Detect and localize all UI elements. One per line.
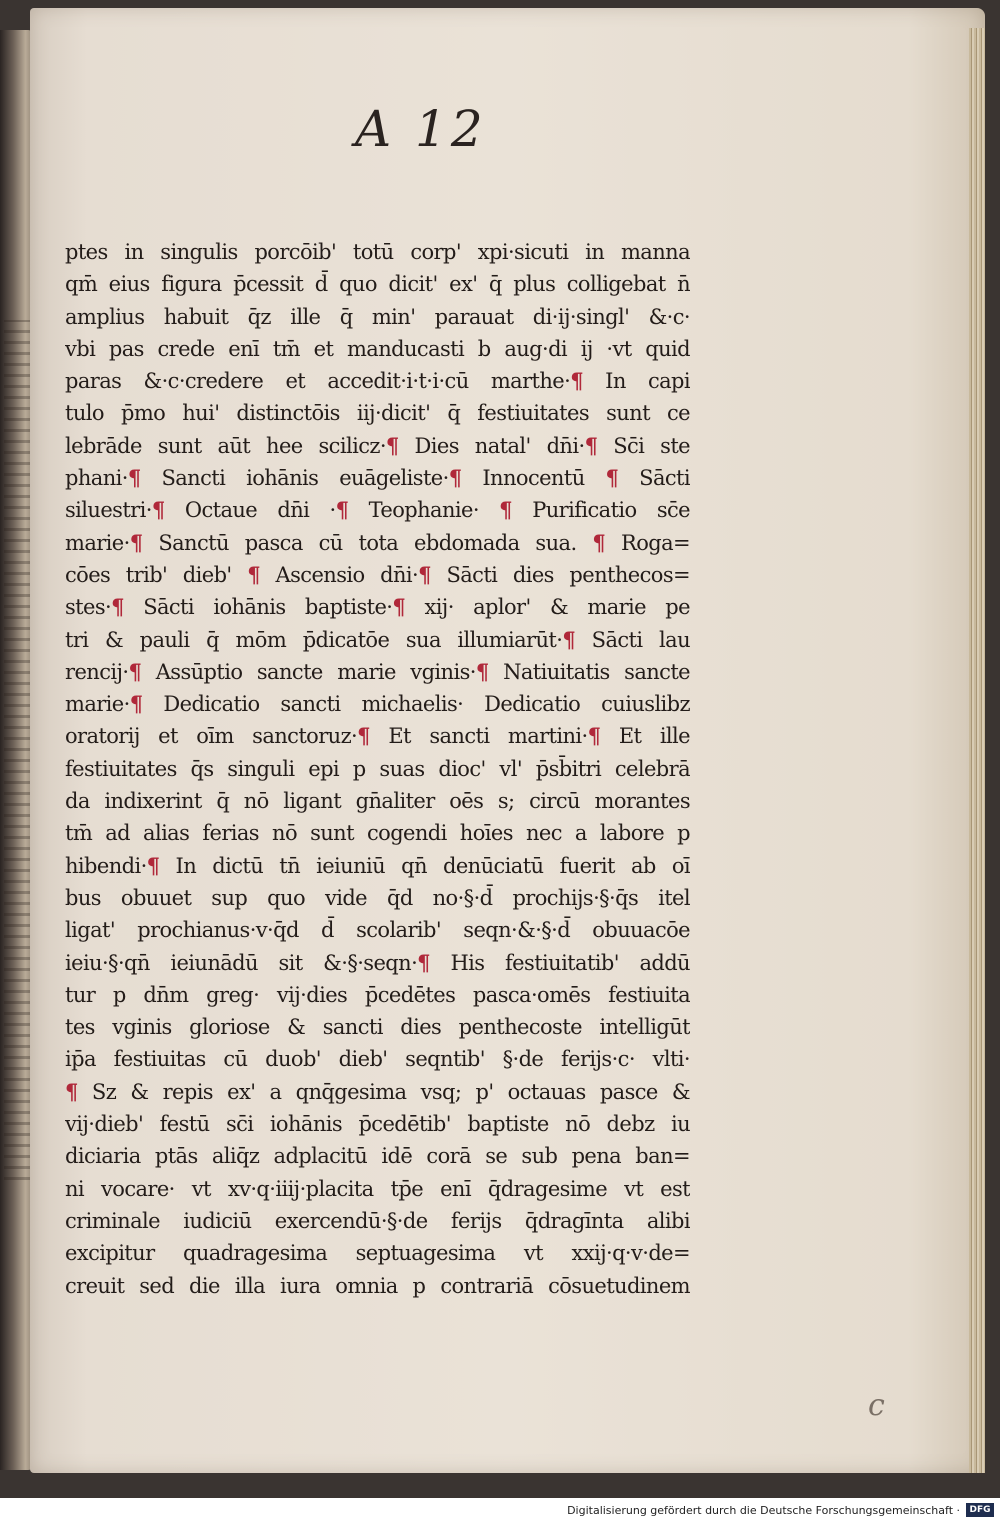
rubric-mark: ¶: [448, 465, 462, 491]
text-line: tes vginis gloriose & sancti dies penthecoste intelligūt: [65, 1015, 690, 1040]
rubric-mark: ¶: [128, 658, 142, 684]
rubric-mark: ¶: [417, 949, 430, 975]
rubric-mark: ¶: [127, 465, 141, 491]
text-line: marie·¶ Dedicatio sancti michaelis· Dedicatio cuiuslibz: [65, 691, 690, 717]
rubric-mark: ¶: [129, 529, 143, 555]
page-stack-edge: [969, 28, 985, 1473]
book-page: [30, 8, 985, 1473]
text-line: siluestri·¶ Octaue dn̄i ·¶ Teophanie· ¶ Purificatio sc̄e: [65, 497, 690, 523]
text-line: tur p dn̄m greg· vij·dies p̄cedētes pasca·omēs festiuita: [65, 982, 690, 1007]
text-line: vij·dieb' festū sc̄i iohānis p̄cedētib' baptiste nō debz iu: [65, 1112, 690, 1137]
rubric-mark: ¶: [357, 723, 370, 749]
text-line: tulo p̄mo hui' distinctōis iij·dicit' q̄ festiuitates sunt ce: [65, 401, 690, 426]
text-line: stes·¶ Sācti iohānis baptiste·¶ xij· aplor' & marie pe: [65, 594, 690, 620]
rubric-mark: ¶: [247, 561, 260, 587]
text-line: da indixerint q̄ nō ligant gn̄aliter oēs s; circū morantes: [65, 789, 690, 814]
text-line: ligat' prochianus·v·q̄d d̄ scolarib' seqn·&·§·d̄ obuuacōe: [65, 918, 690, 943]
rubric-mark: ¶: [587, 723, 601, 749]
text-line: criminale iudiciū exercendū·§·de ferijs q̄dragīnta alibi: [65, 1208, 690, 1233]
rubric-mark: ¶: [605, 465, 619, 491]
rubric-mark: ¶: [562, 626, 576, 652]
credit-bar: [0, 1498, 1000, 1524]
rubric-mark: ¶: [111, 594, 124, 620]
rubric-mark: ¶: [129, 691, 143, 717]
text-line: ieiu·§·qn̄ ieiunādū sit &·§·seqn·¶ His festiuitatib' addū: [65, 949, 690, 975]
rubric-mark: ¶: [65, 1078, 78, 1104]
rubric-mark: ¶: [392, 594, 406, 620]
text-line: ptes in singulis porcōib' totū corp' xpi·sicuti in manna: [65, 240, 690, 264]
rubric-mark: ¶: [499, 497, 512, 523]
text-line: lebrāde sunt aūt hee scilicz·¶ Dies natal' dn̄i·¶ Sc̄i ste: [65, 432, 690, 458]
text-line: ¶ Sz & repis ex' a qnq̄gesima vsq; p' octauas pasce &: [65, 1078, 690, 1104]
rubric-mark: ¶: [146, 852, 160, 878]
text-line: vbi pas crede enī tm̄ et manducasti b aug·di ij ·vt quid: [65, 336, 690, 361]
text-line: phani·¶ Sancti iohānis euāgeliste·¶ Innocentū ¶ Sācti: [65, 465, 690, 491]
text-line: amplius habuit q̄z ille q̄ min' parauat di·ij·singl' &·c·: [65, 304, 690, 329]
text-line: creuit sed die illa iura omnia p contrariā cōsuetudinem: [65, 1273, 690, 1298]
signature-mark: c: [868, 1388, 885, 1423]
text-line: excipitur quadragesima septuagesima vt xxij·q·v·de=: [65, 1241, 690, 1266]
rubric-mark: ¶: [151, 497, 165, 523]
text-line: bus obuuet sup quo vide q̄d no·§·d̄ prochijs·§·q̄s itel: [65, 885, 690, 910]
text-line: marie·¶ Sanctū pasca cū tota ebdomada sua. ¶ Roga=: [65, 529, 690, 555]
text-line: hibendi·¶ In dictū tn̄ ieiuniū qn̄ denūciatū fuerit ab oī: [65, 852, 690, 878]
rubric-mark: ¶: [570, 368, 583, 394]
previous-page-text-ghost: [4, 320, 30, 1180]
dfg-logo-icon: DFG: [966, 1503, 994, 1517]
text-line: paras &·c·credere et accedit·i·t·i·cū marthe·¶ In capi: [65, 368, 690, 394]
rubric-mark: ¶: [418, 561, 431, 587]
text-line: diciaria ptās aliq̄z adplacitū idē corā se sub pena ban=: [65, 1144, 690, 1169]
text-line: cōes trib' dieb' ¶ Ascensio dn̄i·¶ Sācti dies penthecos=: [65, 561, 690, 587]
text-line: tm̄ ad alias ferias nō sunt cogendi hoīes nec a labore p: [65, 821, 690, 846]
text-line: festiuitates q̄s singuli epi p suas dioc' vl' p̄sb̄itri celebrā: [65, 756, 690, 781]
printed-text-block: [65, 236, 690, 1302]
rubric-mark: ¶: [475, 658, 489, 684]
text-line: rencij·¶ Assūptio sancte marie vginis·¶ Natiuitatis sancte: [65, 658, 690, 684]
handwritten-folio-mark: A 12: [355, 100, 487, 158]
credit-text: Digitalisierung gefördert durch die Deutsche Forschungsgemeinschaft ·: [567, 1504, 960, 1517]
previous-page-edge: [0, 30, 34, 1470]
text-line: tri & pauli q̄ mōm p̄dicatōe sua illumiarūt·¶ Sācti lau: [65, 626, 690, 652]
text-line: ni vocare· vt xv·q·iiij·placita tp̄e enī q̄dragesime vt est: [65, 1176, 690, 1201]
rubric-mark: ¶: [335, 497, 349, 523]
rubric-mark: ¶: [592, 529, 606, 555]
text-line: qm̄ eius figura p̄cessit d̄ quo dicit' ex' q̄ plus colligebat n̄: [65, 272, 690, 297]
rubric-mark: ¶: [385, 432, 399, 458]
rubric-mark: ¶: [584, 432, 598, 458]
text-line: oratorij et oīm sanctoruz·¶ Et sancti martini·¶ Et ille: [65, 723, 690, 749]
text-line: ip̄a festiuitas cū duob' dieb' seqntib' §·de ferijs·c· vlti·: [65, 1047, 690, 1072]
